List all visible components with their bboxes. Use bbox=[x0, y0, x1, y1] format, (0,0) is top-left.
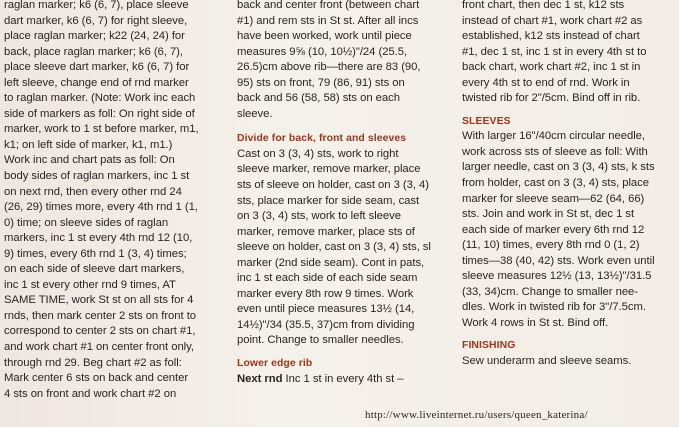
text-line: body sides of raglan markers, inc 1 st bbox=[4, 170, 190, 183]
text-line: raglan marker; k6 (6, 7), place sleeve bbox=[4, 0, 189, 11]
text-line: 26.5)cm above rib—there are 83 (90, bbox=[237, 61, 421, 74]
text-line: 0) time; on sleeve sides of raglan bbox=[4, 216, 169, 229]
text-line: sleeve on holder, cast on 3 (3, 4) sts, sl bbox=[237, 241, 431, 254]
text-line: correspond to center 2 sts on chart #1, bbox=[4, 325, 196, 338]
text-line: have been worked, work until piece bbox=[237, 30, 412, 43]
text-line: left sleeve, change end of rnd marker bbox=[4, 76, 189, 89]
next-rnd-label: Next rnd bbox=[237, 372, 283, 385]
text-line: Mark center 6 sts on back and center bbox=[4, 372, 189, 385]
column-2 bbox=[237, 0, 459, 387]
text-line: sleeve measures 12½ (13, 13½)"/31.5 bbox=[462, 270, 652, 283]
next-rnd-text: Inc 1 st in every 4th st – bbox=[282, 372, 404, 385]
text-line: sts, place marker for side seam, cast bbox=[237, 194, 420, 207]
text-line: inc 1 st each side of each side seam bbox=[237, 272, 418, 285]
text-line: back, place raglan marker; k6 (6, 7), bbox=[4, 45, 183, 58]
text-line: sleeve marker, remove marker, place bbox=[237, 163, 421, 176]
text-line: measures 9⅝ (10, 10½)"/24 (25.5, bbox=[237, 45, 408, 58]
section-heading-finishing: FINISHING bbox=[462, 340, 516, 352]
section-heading-divide: Divide for back, front and sleeves bbox=[237, 133, 407, 145]
watermark-url: http://www.liveinternet.ru/users/queen_katerina/ bbox=[365, 409, 588, 421]
text-line: work across sts of sleeve as foll: With bbox=[462, 145, 648, 158]
text-line: marker, remove marker, place sts of bbox=[237, 225, 415, 238]
text-line: twisted rib for 2"/5cm. Bind off in rib. bbox=[462, 92, 641, 105]
text-line: sts of sleeve on holder, cast on 3 (3, 4) bbox=[237, 179, 429, 192]
text-line: #1, dec 1 st, inc 1 st in every 4th st to bbox=[462, 45, 647, 58]
text-line: from holder, cast on 3 (3, 4) sts, place bbox=[462, 177, 649, 190]
text-line: front chart, then dec 1 st, k12 sts bbox=[462, 0, 625, 11]
text-line: SAME TIME, work St st on all sts for 4 bbox=[4, 294, 194, 307]
text-line: (33, 34)cm. Change to smaller nee- bbox=[462, 285, 638, 298]
text-line: 14½)"/34 (35.5, 37)cm from dividing bbox=[237, 318, 415, 331]
text-line: marker, work to 1 st before marker, m1, bbox=[4, 123, 199, 136]
text-line: even until piece measures 13½ (14, bbox=[237, 303, 415, 316]
text-line: each side of marker every 6th rnd 12 bbox=[462, 223, 645, 236]
text-line: Sew underarm and sleeve seams. bbox=[462, 355, 632, 368]
text-line: marker every 8th row 9 times. Work bbox=[237, 287, 414, 300]
text-line: on 3 (3, 4) sts, work to left sleeve bbox=[237, 210, 401, 223]
text-line: larger needle, cast on 3 (3, 4) sts, k sts bbox=[462, 161, 655, 174]
text-line: point. Change to smaller needles. bbox=[237, 334, 404, 347]
text-line: sts. Join and work in St st, dec 1 st bbox=[462, 208, 635, 221]
text-line: #1) and rem sts in St st. After all incs bbox=[237, 14, 419, 27]
text-line: back and center front (between chart bbox=[237, 0, 420, 11]
text-line: to raglan marker. (Note: Work inc each bbox=[4, 92, 196, 105]
text-line: on each side of sleeve dart markers, bbox=[4, 263, 185, 276]
text-line: 4 sts on front and work chart #2 on bbox=[4, 387, 177, 400]
text-line: Work 4 rows in St st. Bind off. bbox=[462, 316, 609, 329]
text-line: marker for sleeve seam—62 (64, 66) bbox=[462, 192, 645, 205]
text-line: every 4th st to end of rnd. Work in bbox=[462, 76, 630, 89]
text-line: times—38 (40, 42) sts. Work even until bbox=[462, 254, 655, 267]
text-line: instead of chart #1, work chart #2 as bbox=[462, 14, 643, 27]
text-line: dles. Work in twisted rib for 3"/7.5cm. bbox=[462, 301, 646, 314]
text-line: Work inc and chart pats as foll: On bbox=[4, 154, 175, 167]
text-line: markers, inc 1 st every 4th rnd 12 (10, bbox=[4, 232, 193, 245]
text-line: 95) sts on front, 79 (86, 91) sts on bbox=[237, 76, 405, 89]
text-line: place sleeve dart marker, k6 (6, 7) for bbox=[4, 61, 190, 74]
text-line: marker (2nd side seam). Cont in pats, bbox=[237, 256, 425, 269]
column-3 bbox=[462, 0, 674, 370]
text-line: Cast on 3 (3, 4) sts, work to right bbox=[237, 147, 399, 160]
text-line: place raglan marker; k22 (24, 24) for bbox=[4, 30, 185, 43]
text-line: (11, 10) times, every 8th rnd 0 (1, 2) bbox=[462, 239, 640, 252]
text-line: on next rnd, then every other rnd 24 bbox=[4, 185, 182, 198]
text-line: dart marker, k6 (6, 7) for right sleeve, bbox=[4, 14, 188, 27]
column-1 bbox=[4, 0, 226, 402]
section-heading-sleeves: SLEEVES bbox=[462, 115, 511, 127]
text-line: side of markers as foll: On right side of bbox=[4, 107, 195, 120]
text-line: back and 56 (58, 58) sts on each bbox=[237, 92, 400, 105]
text-line: established, k12 sts instead of chart bbox=[462, 30, 640, 43]
text-line: rnds, then mark center 2 sts on front to bbox=[4, 309, 197, 322]
text-line: inc 1 st every other rnd 9 times, AT bbox=[4, 278, 176, 291]
text-line: With larger 16"/40cm circular needle, bbox=[462, 130, 645, 143]
text-line: and work chart #1 on center front only, bbox=[4, 341, 194, 354]
text-line: (26, 29) times more, every 4th rnd 1 (1, bbox=[4, 201, 198, 214]
text-line: k1; on left side of marker, k1, m1.) bbox=[4, 138, 173, 151]
text-line bbox=[237, 372, 459, 388]
text-line: back chart, work chart #2, inc 1 st in bbox=[462, 61, 641, 74]
text-line: 9) times, every 6th rnd 1 (3, 4) times; bbox=[4, 247, 187, 260]
text-line: through rnd 29. Beg chart #2 as foll: bbox=[4, 356, 182, 369]
text-line: sleeve. bbox=[237, 107, 273, 120]
section-heading-lower-edge-rib: Lower edge rib bbox=[237, 358, 313, 370]
